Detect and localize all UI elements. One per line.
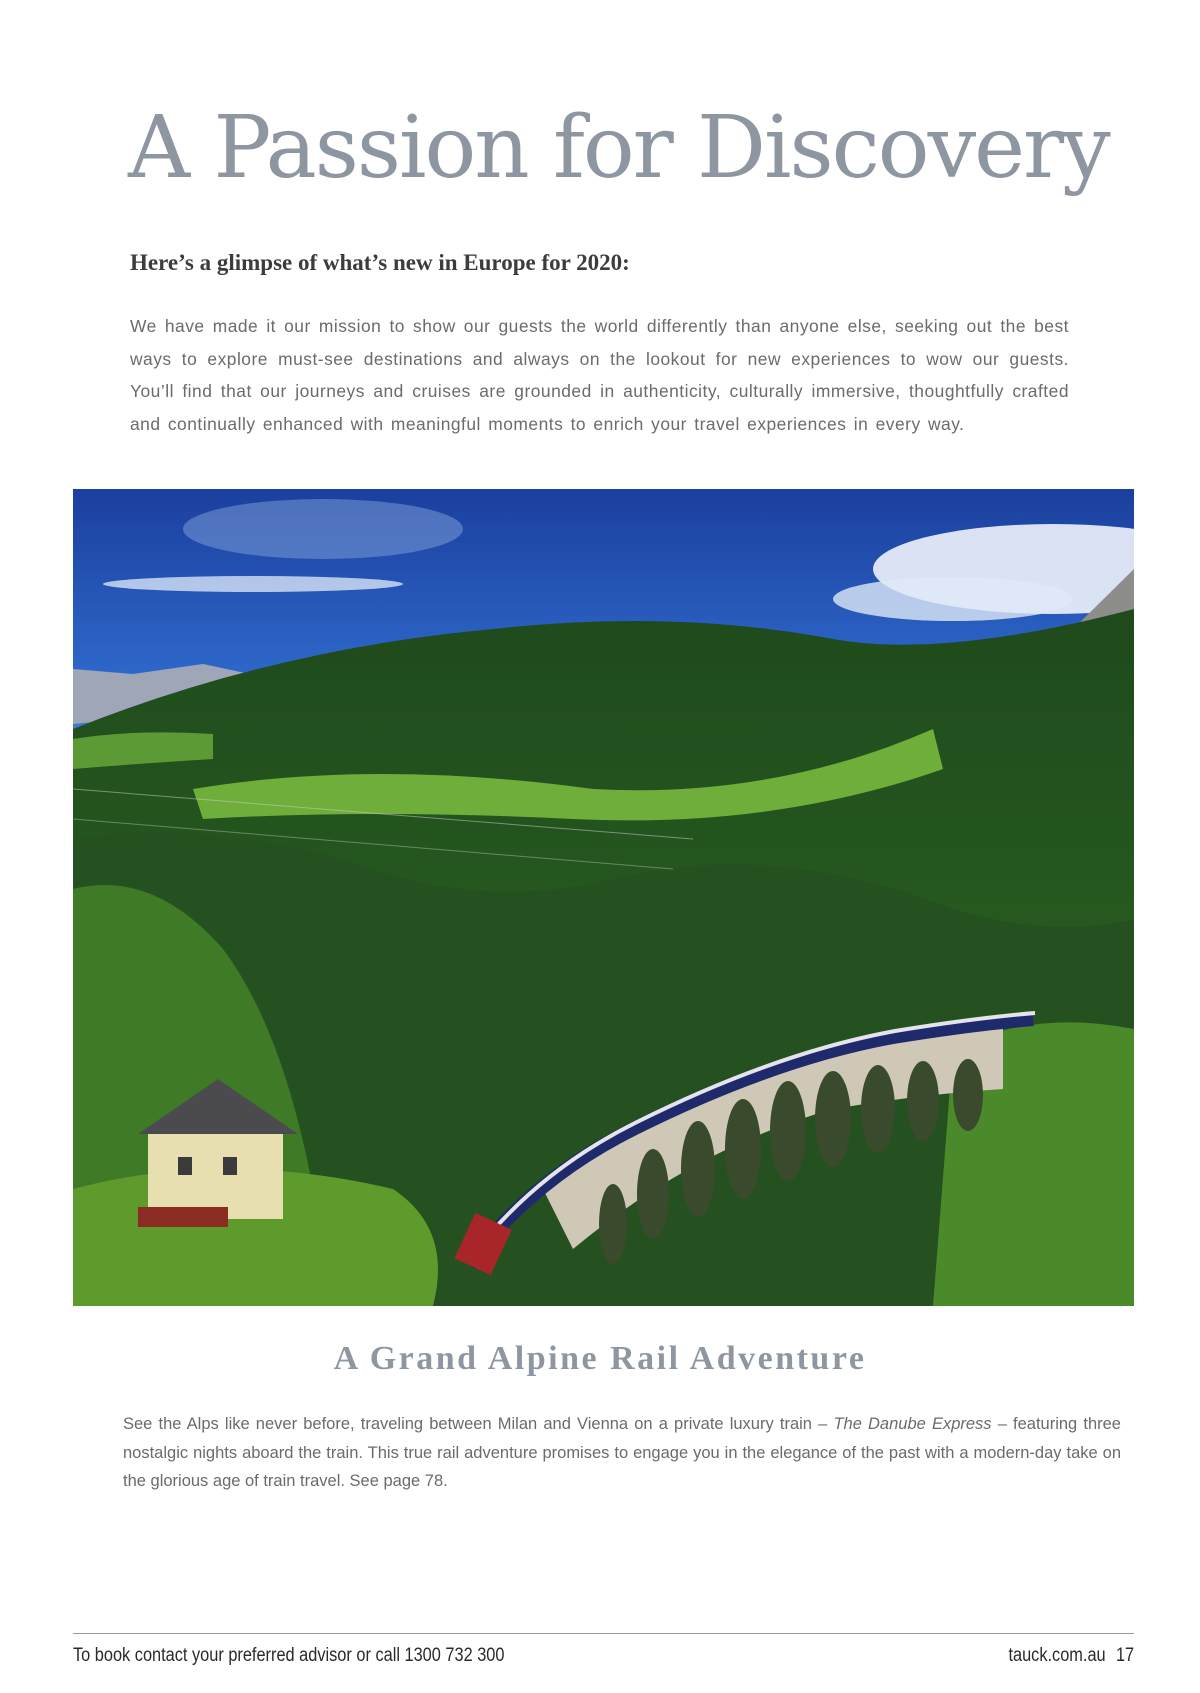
footer-right (1008, 1645, 1134, 1667)
feature-title: A Grand Alpine Rail Adventure (333, 1340, 867, 1377)
house-window (223, 1157, 237, 1175)
house-window (178, 1157, 192, 1175)
house (148, 1129, 283, 1219)
alpine-rail-photo (73, 489, 1134, 1306)
feature-text-after: – featuring three nostalgic nights aboard the train. This true rail adventure promises to engage you in the elegance of the past with a modern-day take on the glorious age of train travel. See page 78. (123, 1415, 1121, 1490)
cloud (183, 499, 463, 559)
intro-paragraph: We have made it our mission to show our guests the world differently than anyone else, seeking out the best ways to explore must-see destinations and always on the lookout for new experiences to wow our guests. You’ll find that our journeys and cruises are grounded in authenticity, culturally immersive, thoughtfully crafted and continually enhanced with meaningful moments to enrich your travel experiences in every way. (130, 316, 1069, 434)
feature-text-before: See the Alps like never before, traveling between Milan and Vienna on a private luxury train – (123, 1415, 834, 1433)
feature-description (123, 1410, 1121, 1496)
cloud (833, 577, 1073, 621)
page-title: A Passion for Discovery (128, 98, 1109, 198)
footer-contact: To book contact your preferred advisor or call 1300 732 300 (73, 1645, 505, 1666)
cloud (103, 576, 403, 592)
footer-divider (73, 1633, 1134, 1634)
train-name: The Danube Express (833, 1415, 992, 1433)
page-number: 17 (1115, 1645, 1134, 1666)
house-base (138, 1207, 228, 1227)
footer-website[interactable]: tauck.com.au (1008, 1645, 1106, 1666)
page-subtitle: Here’s a glimpse of what’s new in Europe for 2020: (130, 250, 630, 275)
